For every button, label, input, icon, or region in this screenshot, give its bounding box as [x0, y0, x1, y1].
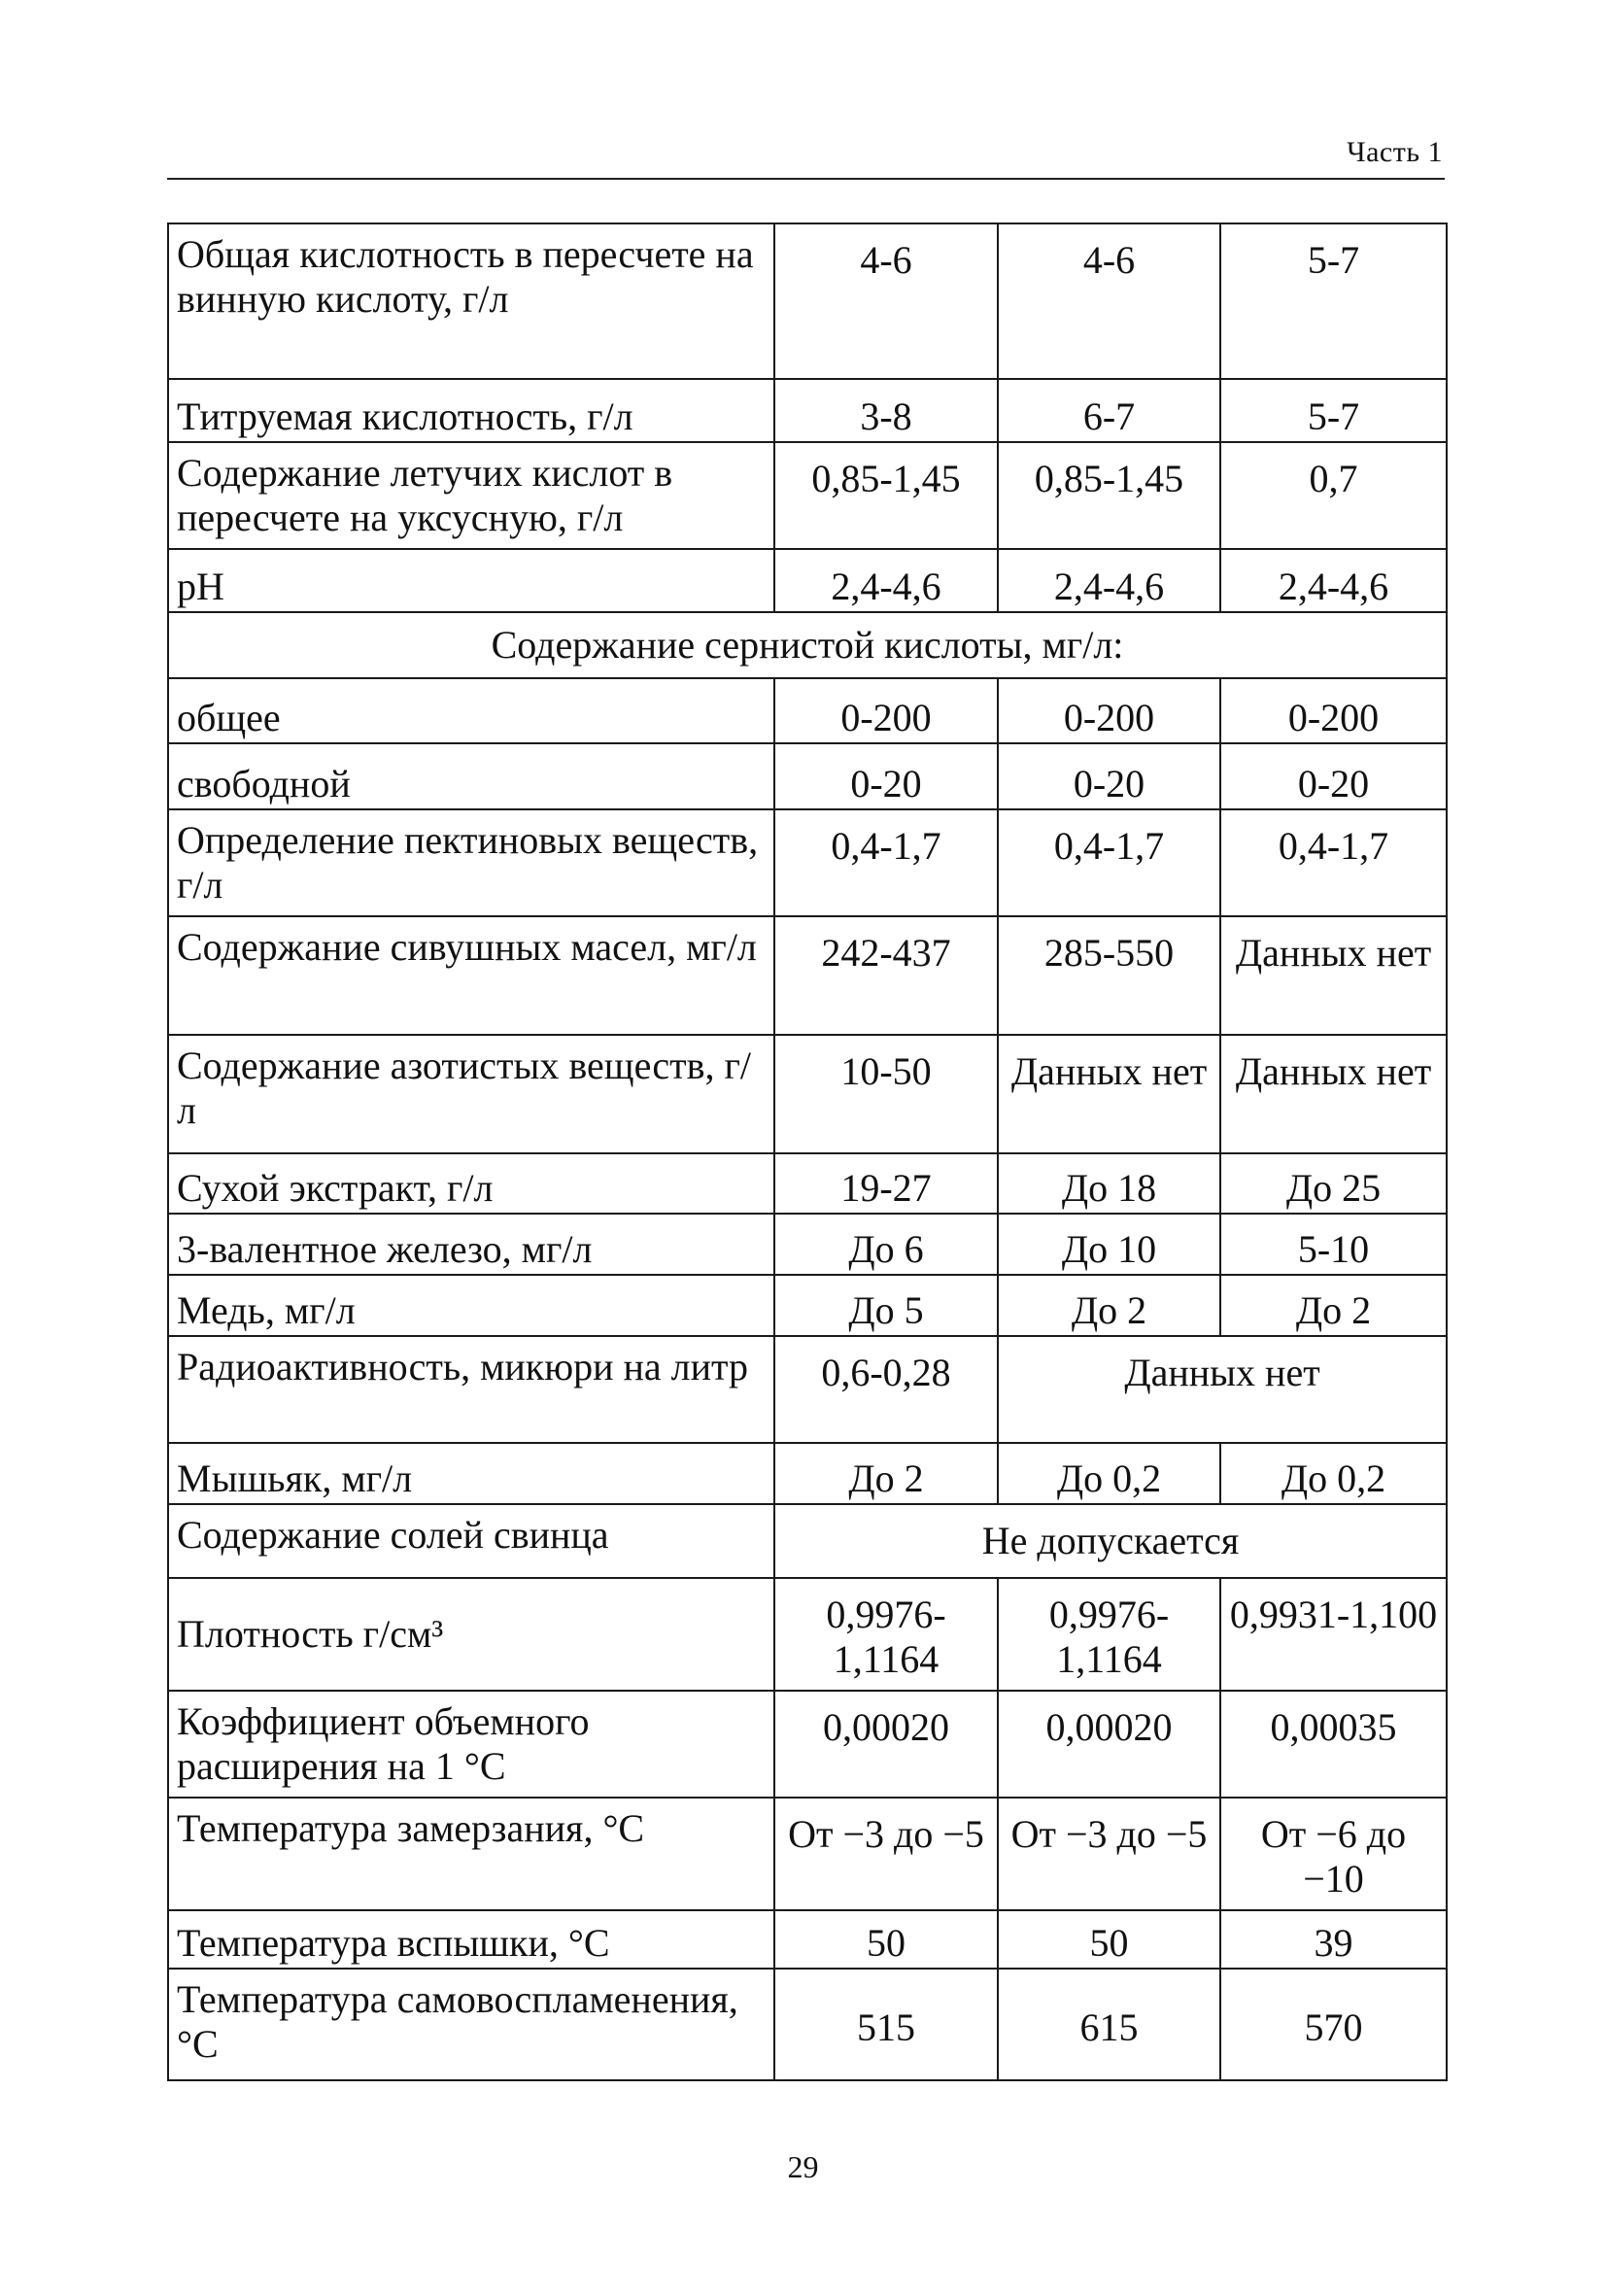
section-heading: Содержание сернистой кислоты, мг/л: [168, 612, 1447, 678]
value-cell: 285-550 [998, 916, 1220, 1035]
value-cell: 5-7 [1220, 379, 1447, 442]
value-cell: До 0,2 [1220, 1443, 1447, 1504]
value-cell: 10-50 [774, 1035, 998, 1153]
value-cell: До 25 [1220, 1153, 1447, 1214]
value-cell: Данных нет [1220, 1035, 1447, 1153]
value-cell: До 2 [1220, 1275, 1447, 1336]
row-name: Содержание азотистых веществ, г/л [168, 1035, 774, 1153]
value-cell: От −6 до −10 [1220, 1798, 1447, 1910]
value-cell: 4-6 [998, 223, 1220, 379]
row-name: Температура замерзания, °C [168, 1798, 774, 1910]
table-row [168, 916, 1447, 1035]
section-row [168, 612, 1447, 678]
row-name: Плотность г/см³ [168, 1578, 774, 1691]
table-row [168, 549, 1447, 612]
row-name: pH [168, 549, 774, 612]
value-cell: От −3 до −5 [774, 1798, 998, 1910]
row-name: Общая кислотность в пересчете на винную кислоту, г/л [168, 223, 774, 379]
value-cell: 19-27 [774, 1153, 998, 1214]
table-row [168, 1910, 1447, 1969]
table-row [168, 442, 1447, 549]
row-name: Определение пектиновых веществ, г/л [168, 809, 774, 916]
page-number: 29 [787, 2149, 819, 2184]
table-row [168, 1336, 1447, 1443]
value-cell: 0,00020 [998, 1691, 1220, 1798]
value-cell: 0,85-1,45 [998, 442, 1220, 549]
table-row [168, 1153, 1447, 1214]
value-cell: 0,4-1,7 [774, 809, 998, 916]
table-row [168, 1275, 1447, 1336]
value-cell: 2,4-4,6 [1220, 549, 1447, 612]
header-rule [167, 178, 1445, 180]
row-name: Содержание сивушных масел, мг/л [168, 916, 774, 1035]
row-name: Содержание солей свинца [168, 1504, 774, 1578]
value-cell: 242-437 [774, 916, 998, 1035]
value-cell: 0-20 [774, 743, 998, 809]
row-name: Радиоактивность, микюри на литр [168, 1336, 774, 1443]
value-cell: 5-10 [1220, 1214, 1447, 1275]
row-name: Сухой экстракт, г/л [168, 1153, 774, 1214]
value-cell: 570 [1220, 1969, 1447, 2080]
value-cell: 4-6 [774, 223, 998, 379]
table-row [168, 1214, 1447, 1275]
value-cell: 6-7 [998, 379, 1220, 442]
table-row [168, 223, 1447, 379]
value-cell: 0-200 [998, 678, 1220, 743]
row-name: Коэффициент объемного расширения на 1 °C [168, 1691, 774, 1798]
row-name: Температура вспышки, °C [168, 1910, 774, 1969]
value-cell: До 2 [998, 1275, 1220, 1336]
value-cell: 0,9976-1,1164 [774, 1578, 998, 1691]
row-name: Медь, мг/л [168, 1275, 774, 1336]
value-cell: 0,6-0,28 [774, 1336, 998, 1443]
value-cell: 615 [998, 1969, 1220, 2080]
table-row [168, 1443, 1447, 1504]
value-cell: 0,9931-1,100 [1220, 1578, 1447, 1691]
value-cell: До 6 [774, 1214, 998, 1275]
table-row [168, 1798, 1447, 1910]
value-cell: 0-20 [998, 743, 1220, 809]
table-row [168, 379, 1447, 442]
row-name: общее [168, 678, 774, 743]
value-cell: 0,7 [1220, 442, 1447, 549]
value-cell: 0,4-1,7 [998, 809, 1220, 916]
table-row [168, 678, 1447, 743]
row-name: Титруемая кислотность, г/л [168, 379, 774, 442]
value-cell: 3-8 [774, 379, 998, 442]
merged-value-cell: Не допускается [774, 1504, 1447, 1578]
table-row [168, 809, 1447, 916]
value-cell: 5-7 [1220, 223, 1447, 379]
table-row [168, 1969, 1447, 2080]
row-name: Температура самовоспламенения, °C [168, 1969, 774, 2080]
value-cell: 0,00035 [1220, 1691, 1447, 1798]
value-cell: Данных нет [998, 1035, 1220, 1153]
value-cell: 2,4-4,6 [774, 549, 998, 612]
merged-value-cell: Данных нет [998, 1336, 1447, 1443]
properties-table [167, 223, 1448, 2081]
value-cell: До 18 [998, 1153, 1220, 1214]
value-cell: 0,85-1,45 [774, 442, 998, 549]
row-name: 3-валентное железо, мг/л [168, 1214, 774, 1275]
table-row [168, 1578, 1447, 1691]
table-row [168, 743, 1447, 809]
value-cell: 50 [998, 1910, 1220, 1969]
table-row [168, 1504, 1447, 1578]
row-name: Содержание летучих кислот в пересчете на уксусную, г/л [168, 442, 774, 549]
value-cell: 0,9976-1,1164 [998, 1578, 1220, 1691]
value-cell: 0-200 [774, 678, 998, 743]
value-cell: 0-200 [1220, 678, 1447, 743]
value-cell: 39 [1220, 1910, 1447, 1969]
value-cell: 0,4-1,7 [1220, 809, 1447, 916]
value-cell: 50 [774, 1910, 998, 1969]
value-cell: 2,4-4,6 [998, 549, 1220, 612]
value-cell: Данных нет [1220, 916, 1447, 1035]
table-row [168, 1035, 1447, 1153]
row-name: Мышьяк, мг/л [168, 1443, 774, 1504]
running-header: Часть 1 [1347, 136, 1443, 168]
value-cell: До 10 [998, 1214, 1220, 1275]
value-cell: 0-20 [1220, 743, 1447, 809]
value-cell: 0,00020 [774, 1691, 998, 1798]
value-cell: От −3 до −5 [998, 1798, 1220, 1910]
value-cell: До 2 [774, 1443, 998, 1504]
table-row [168, 1691, 1447, 1798]
value-cell: До 5 [774, 1275, 998, 1336]
value-cell: До 0,2 [998, 1443, 1220, 1504]
value-cell: 515 [774, 1969, 998, 2080]
row-name: свободной [168, 743, 774, 809]
